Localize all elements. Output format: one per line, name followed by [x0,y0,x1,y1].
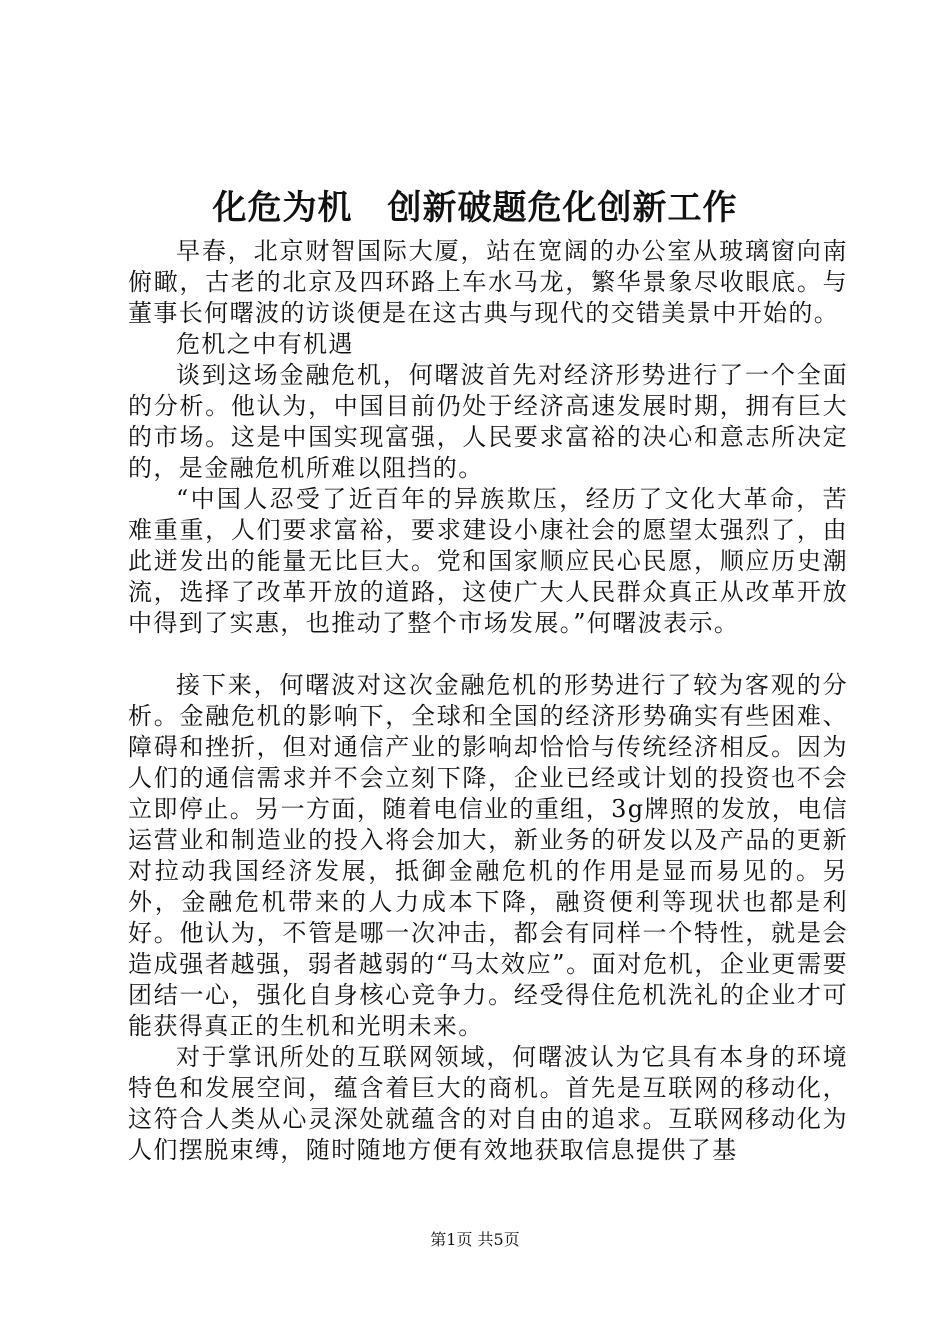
document-title: 化危为机 创新破题危化创新工作 [212,188,738,228]
paragraph-internet-field: 对于掌讯所处的互联网领域，何曙波认为它具有本身的环境特色和发展空间，蕴含着巨大的商机。首先是互联网的移动化，这符合人类从心灵深处就蕴含的对自由的追求。互联网移动化为人们摆脱束缚，随时随地方便有效地获取信息提供了基 [128,1043,848,1164]
paragraph-spacer [128,639,848,670]
paragraph-crisis-situation: 接下来，何曙波对这次金融危机的形势进行了较为客观的分析。金融危机的影响下，全球和全国的经济形势确实有些困难、障碍和挫折，但对通信产业的影响却恰恰与传统经济相反。因为人们的通信需求并不会立刻下降，企业已经或计划的投资也不会立即停止。另一方面，随着电信业的重组，3g牌照的发放，电信运营业和制造业的投入将会加大，新业务的研发以及产品的更新对拉动我国经济发展，抵御金融危机的作用是显而易见的。另外，金融危机带来的人力成本下降，融资便利等现状也都是利好。他认为，不管是哪一次冲击，都会有同样一个特性，就是会造成强者越强，弱者越弱的“马太效应”。面对危机，企业更需要团结一心，强化自身核心竞争力。经受得住危机洗礼的企业才可能获得真正的生机和光明未来。 [128,671,848,1040]
section-heading: 危机之中有机遇 [176,330,354,358]
document-body [128,236,848,1166]
paragraph-economic-analysis: 谈到这场金融危机，何曙波首先对经济形势进行了一个全面的分析。他认为，中国目前仍处于经济高速发展时期，拥有巨大的市场。这是中国实现富强，人民要求富裕的决心和意志所决定的，是金融危机所难以阻挡的。 [128,361,848,482]
paragraph-intro: 早春，北京财智国际大厦，站在宽阔的办公室从玻璃窗向南俯瞰，古老的北京及四环路上车水马龙，繁华景象尽收眼底。与董事长何曙波的访谈便是在这古典与现代的交错美景中开始的。 [128,237,848,327]
page-footer: 第1页 共5页 [430,1230,520,1249]
paragraph-quote: “中国人忍受了近百年的异族欺压，经历了文化大革命，苦难重重，人们要求富裕，要求建设小康社会的愿望太强烈了，由此迸发出的能量无比巨大。党和国家顺应民心民愿，顺应历史潮流，选择了改革开放的道路，这使广大人民群众真正从改革开放中得到了实惠，也推动了整个市场发展。”何曙波表示。 [128,485,848,637]
